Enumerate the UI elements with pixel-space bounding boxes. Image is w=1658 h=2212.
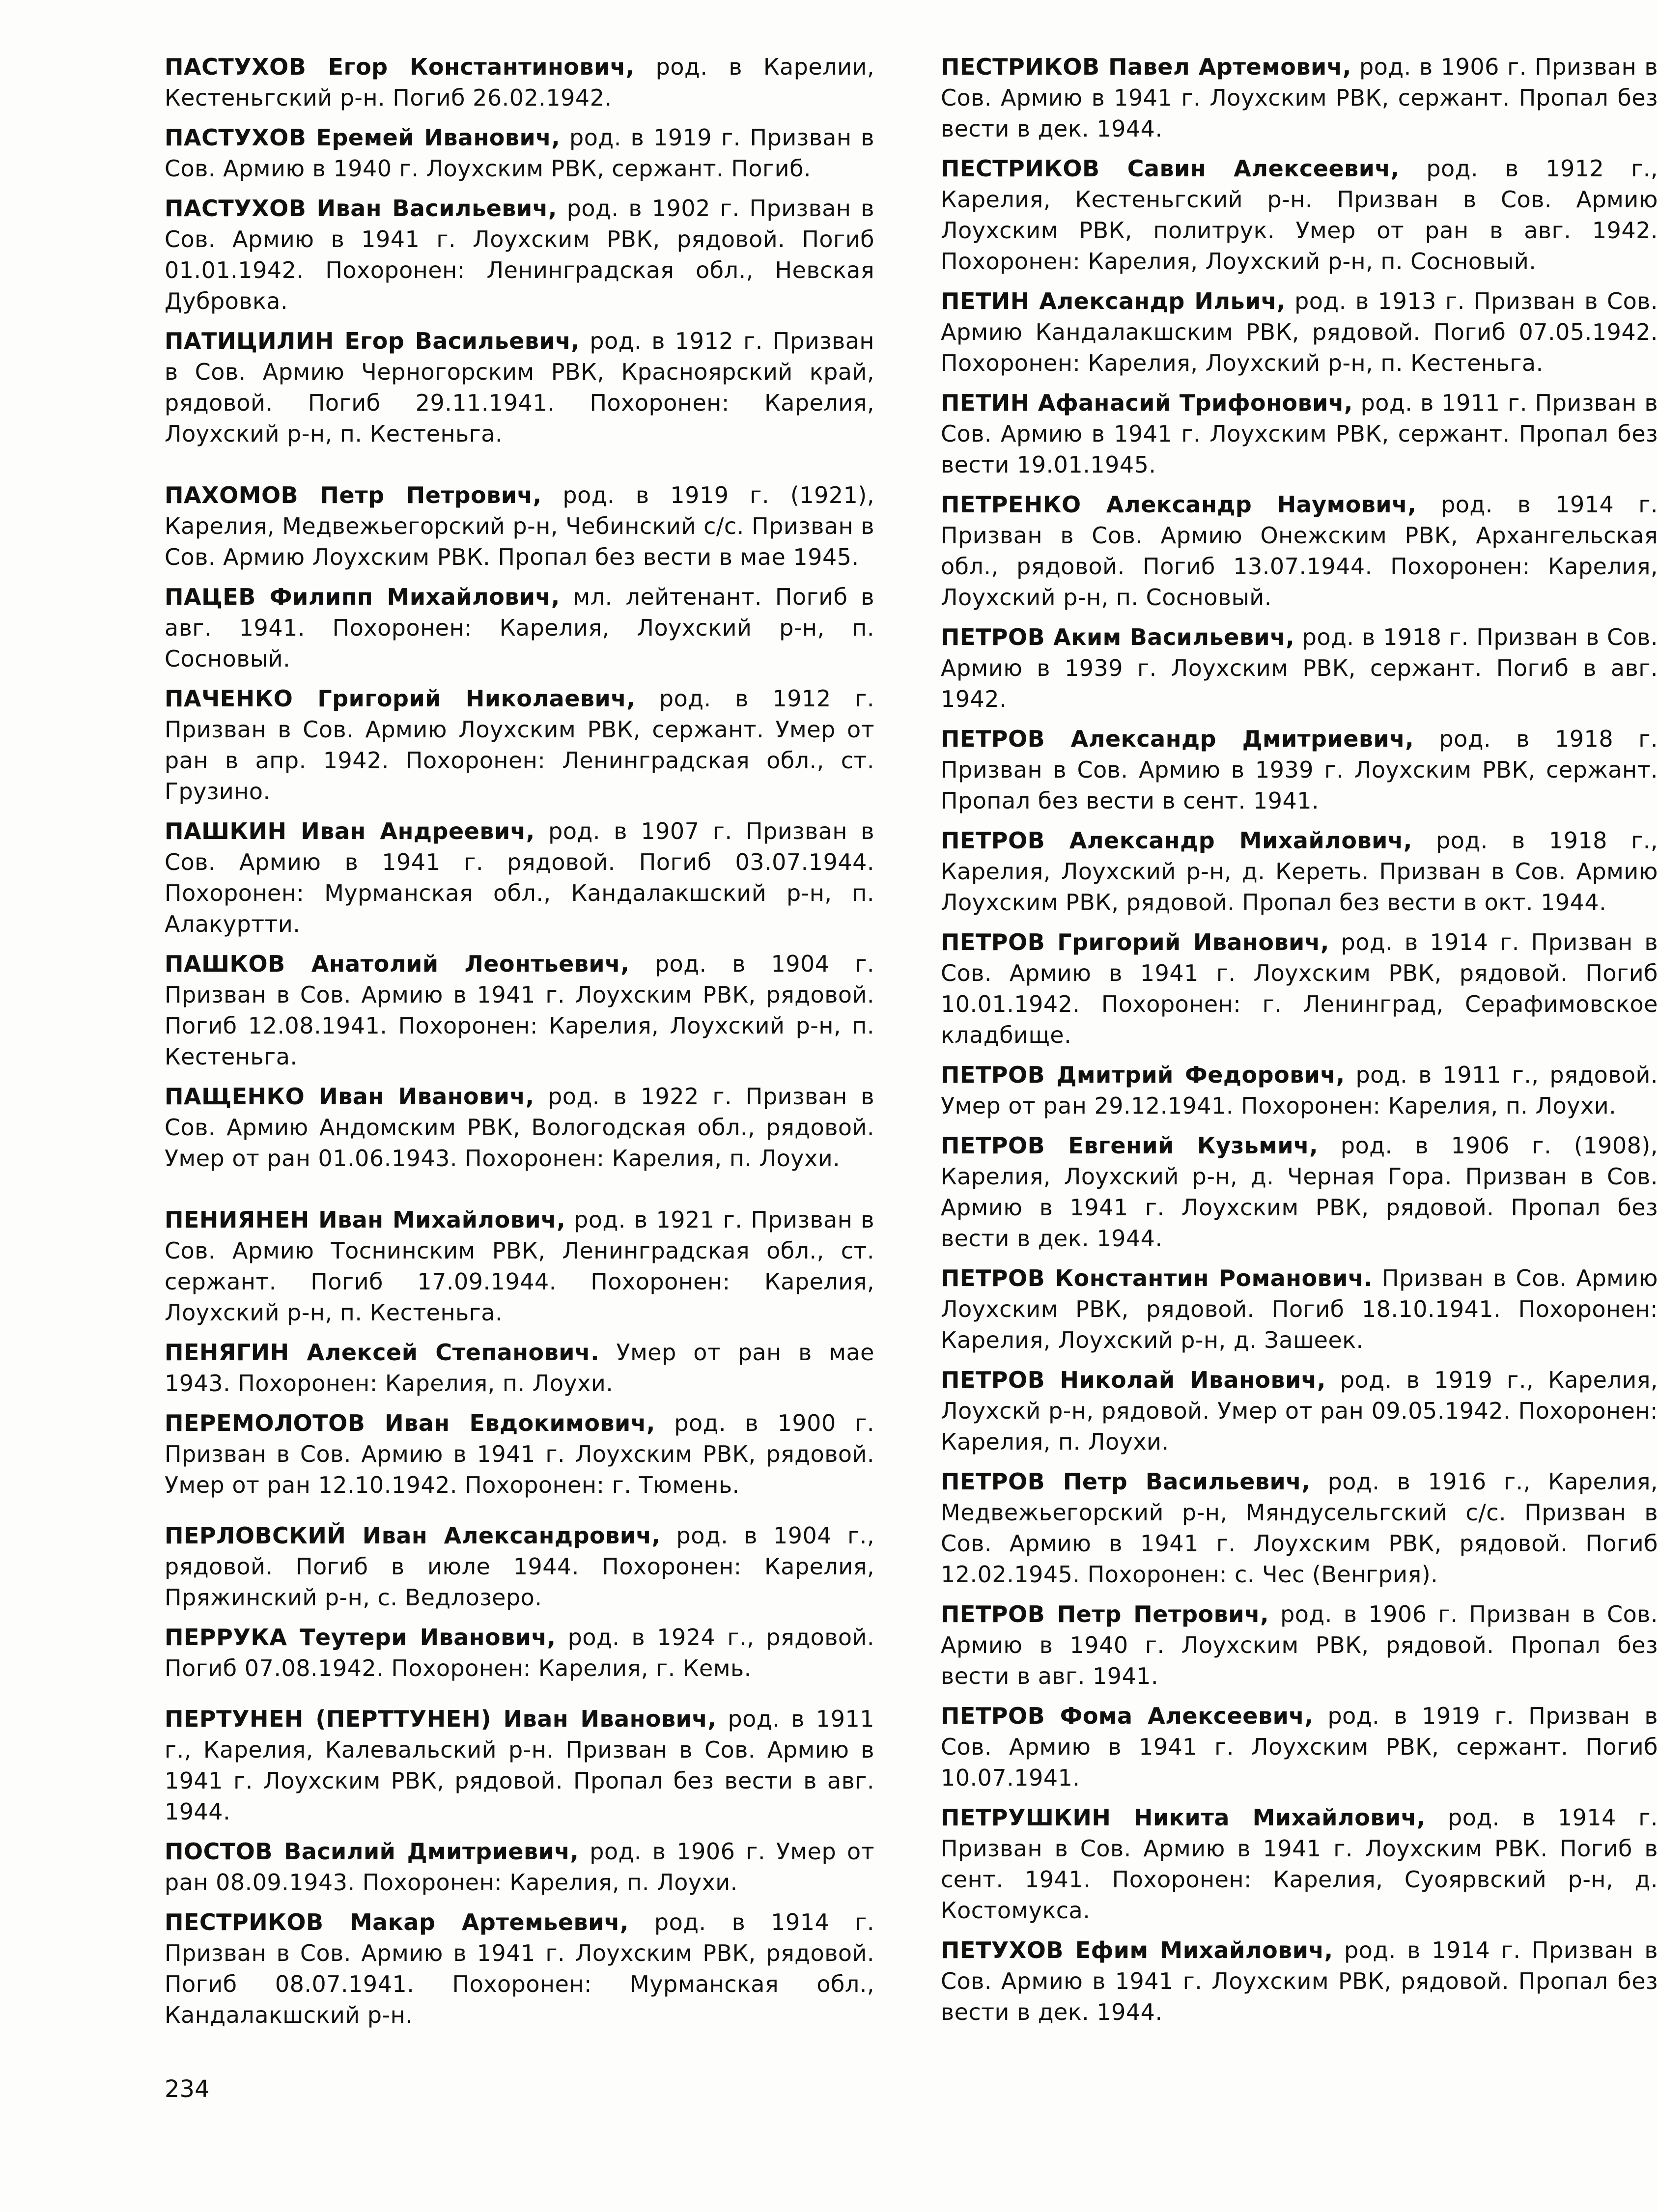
- left-column: [165, 52, 874, 2031]
- page-number: 234: [165, 2075, 210, 2103]
- record-details: род. в 1911 г., Карелия, Калевальский р-н. Призван в Сов. Армию в 1941 г. Лоухским РВК, рядовой. Пропал без вести в авг. 1944.: [165, 1706, 874, 1825]
- record-details: род. в 1914 г. Призван в Сов. Армию в 1941 г. Лоухским РВК, рядовой. Погиб 08.07.1941. Похоронен: Мурманская обл., Кандалакшский р-н.: [165, 1909, 874, 2028]
- record-name: ПЕРРУКА Теутери Иванович,: [165, 1624, 556, 1651]
- record-name: ПЕТРОВ Аким Васильевич,: [941, 624, 1295, 650]
- record-entry: [941, 286, 1658, 379]
- record-details: род. в 1914 г. Призван в Сов. Армию Онежским РВК, Архангельская обл., рядовой. Погиб 13.07.1944. Похоронен: Карелия, Лоухский р-н, п. Сосновый.: [941, 491, 1658, 611]
- record-details: Умер от ран в мае 1943. Похоронен: Карелия, п. Лоухи.: [165, 1339, 874, 1397]
- record-details: род. в 1922 г. Призван в Сов. Армию Андомским РВК, Вологодская обл., рядовой. Умер от ран 01.06.1943. Похоронен: Карелия, п. Лоухи.: [165, 1083, 874, 1172]
- record-details: мл. лейтенант. Погиб в авг. 1941. Похоронен: Карелия, Лоухский р-н, п. Сосновый.: [165, 584, 874, 672]
- record-entry: [941, 622, 1658, 715]
- record-entry: [165, 480, 874, 573]
- record-entry: [941, 825, 1658, 918]
- record-details: род. в 1916 г., Карелия, Медвежьегорский р-н, Мяндусельгский с/с. Призван в Сов. Армию в 1941 г. Лоухским РВК, рядовой. Погиб 12.02.1945. Похоронен: с. Чес (Венгрия).: [941, 1468, 1658, 1588]
- record-name: ПАСТУХОВ Еремей Иванович,: [165, 124, 561, 151]
- record-details: род. в 1904 г., рядовой. Погиб в июле 1944. Похоронен: Карелия, Пряжинский р-н, с. Ведлозеро.: [165, 1522, 874, 1611]
- record-entry: [941, 388, 1658, 480]
- record-entry: [165, 1704, 874, 1827]
- record-details: род. в 1919 г., Карелия, Лоухскй р-н, рядовой. Умер от ран 09.05.1942. Похоронен: Карелия, п. Лоухи.: [941, 1367, 1658, 1455]
- record-name: ПЕТРОВ Фома Алексеевич,: [941, 1703, 1314, 1729]
- record-entry: [941, 1599, 1658, 1692]
- record-entry: [165, 326, 874, 449]
- record-entry: [165, 1622, 874, 1684]
- record-details: род. в 1912 г., Карелия, Кестеньгский р-н. Призван в Сов. Армию Лоухским РВК, политрук. Умер от ран в авг. 1942. Похоронен: Карелия, Лоухский р-н, п. Сосновый.: [941, 155, 1658, 275]
- record-name: ПАЩЕНКО Иван Иванович,: [165, 1083, 534, 1110]
- record-name: ПЕТРОВ Александр Михайлович,: [941, 827, 1412, 854]
- record-name: ПАСТУХОВ Егор Константинович,: [165, 54, 635, 80]
- right-column: [941, 52, 1658, 2028]
- record-details: род. в 1914 г. Призван в Сов. Армию в 1941 г. Лоухским РВК. Погиб в сент. 1941. Похоронен: Карелия, Суоярвский р-н, д. Костомукса.: [941, 1804, 1658, 1924]
- record-entry: [941, 1130, 1658, 1254]
- record-details: род. в 1918 г. Призван в Сов. Армию в 1939 г. Лоухским РВК, сержант. Пропал без вести в сент. 1941.: [941, 726, 1658, 814]
- record-entry: [941, 1935, 1658, 2028]
- record-entry: [165, 1907, 874, 2031]
- record-entry: [165, 52, 874, 113]
- record-details: род. в 1911 г., рядовой. Умер от ран 29.12.1941. Похоронен: Карелия, п. Лоухи.: [941, 1062, 1658, 1119]
- record-details: род. в 1902 г. Призван в Сов. Армию в 1941 г. Лоухским РВК, рядовой. Погиб 01.01.1942. Похоронен: Ленинградская обл., Невская Дубровка.: [165, 195, 874, 314]
- record-entry: [941, 1466, 1658, 1590]
- record-details: род. в 1906 г. Умер от ран 08.09.1943. Похоронен: Карелия, п. Лоухи.: [165, 1838, 874, 1896]
- record-entry: [165, 193, 874, 317]
- record-name: ПЕТРОВ Григорий Иванович,: [941, 929, 1329, 955]
- record-entry: [941, 52, 1658, 144]
- record-name: ПЕСТРИКОВ Павел Артемович,: [941, 54, 1351, 80]
- record-name: ПАЦЕВ Филипп Михайлович,: [165, 584, 560, 610]
- record-entry: [165, 1337, 874, 1399]
- record-name: ПЕТРОВ Евгений Кузьмич,: [941, 1132, 1319, 1159]
- record-details: род. в 1907 г. Призван в Сов. Армию в 1941 г. рядовой. Погиб 03.07.1944. Похоронен: Мурманская обл., Кандалакшский р-н, п. Алакуртти.: [165, 818, 874, 937]
- record-details: род. в 1904 г. Призван в Сов. Армию в 1941 г. Лоухским РВК, рядовой. Погиб 12.08.1941. Похоронен: Карелия, Лоухский р-н, п. Кестеньга.: [165, 951, 874, 1070]
- record-entry: [165, 1408, 874, 1501]
- record-name: ПЕТИН Афанасий Трифонович,: [941, 390, 1353, 416]
- record-details: род. в 1914 г. Призван в Сов. Армию в 1941 г. Лоухским РВК, рядовой. Пропал без вести в дек. 1944.: [941, 1937, 1658, 2025]
- record-entry: [165, 122, 874, 184]
- record-details: род. в 1924 г., рядовой. Погиб 07.08.1942. Похоронен: Карелия, г. Кемь.: [165, 1624, 875, 1681]
- record-entry: [165, 1836, 874, 1898]
- record-entry: [941, 489, 1658, 613]
- record-name: ПАЧЕНКО Григорий Николаевич,: [165, 685, 636, 712]
- record-entry: [165, 1204, 874, 1328]
- record-entry: [941, 724, 1658, 816]
- record-name: ПАСТУХОВ Иван Васильевич,: [165, 195, 557, 222]
- record-name: ПЕРТУНЕН (ПЕРТТУНЕН) Иван Иванович,: [165, 1706, 717, 1732]
- record-details: род. в 1906 г. Призван в Сов. Армию в 1941 г. Лоухским РВК, сержант. Пропал без вести в дек. 1944.: [941, 54, 1658, 142]
- record-entry: [165, 1520, 874, 1613]
- record-name: ПОСТОВ Василий Дмитриевич,: [165, 1838, 579, 1865]
- record-name: ПЕТРОВ Николай Иванович,: [941, 1367, 1326, 1393]
- record-name: ПЕТРОВ Константин Романович.: [941, 1265, 1373, 1291]
- record-details: род. в 1906 г. (1908), Карелия, Лоухский р-н, д. Черная Гора. Призван в Сов. Армию в 1941 г. Лоухским РВК, рядовой. Пропал без вести в дек. 1944.: [941, 1132, 1658, 1252]
- record-entry: [941, 153, 1658, 277]
- record-entry: [941, 1263, 1658, 1356]
- record-details: род. в 1913 г. Призван в Сов. Армию Кандалакшским РВК, рядовой. Погиб 07.05.1942. Похоронен: Карелия, Лоухский р-н, п. Кестеньга.: [941, 288, 1658, 376]
- record-details: род. в 1919 г. (1921), Карелия, Медвежьегорский р-н, Чебинский с/с. Призван в Сов. Армию Лоухским РВК. Пропал без вести в мае 1945.: [165, 482, 874, 570]
- record-name: ПЕНЯГИН Алексей Степанович.: [165, 1339, 600, 1366]
- record-name: ПАШКИН Иван Андреевич,: [165, 818, 535, 844]
- record-details: род. в 1921 г. Призван в Сов. Армию Тоснинским РВК, Ленинградская обл., ст. сержант. Погиб 17.09.1944. Похоронен: Карелия, Лоухский р-н, п. Кестеньга.: [165, 1206, 874, 1326]
- record-entry: [165, 582, 874, 674]
- record-name: ПЕТРЕНКО Александр Наумович,: [941, 491, 1417, 518]
- record-entry: [941, 1060, 1658, 1121]
- record-details: род. в 1914 г. Призван в Сов. Армию в 1941 г. Лоухским РВК, рядовой. Погиб 10.01.1942. Похоронен: г. Ленинград, Серафимовское кладбище.: [941, 929, 1658, 1048]
- record-entry: [165, 949, 874, 1072]
- record-details: род. в 1911 г. Призван в Сов. Армию в 1941 г. Лоухским РВК, сержант. Пропал без вести 19.01.1945.: [941, 390, 1658, 478]
- record-details: Призван в Сов. Армию Лоухским РВК, рядовой. Погиб 18.10.1941. Похоронен: Карелия, Лоухский р-н, д. Зашеек.: [941, 1265, 1658, 1353]
- record-entry: [941, 1701, 1658, 1793]
- record-details: род. в 1919 г. Призван в Сов. Армию в 1940 г. Лоухским РВК, сержант. Погиб.: [165, 124, 874, 182]
- record-entry: [941, 927, 1658, 1051]
- record-details: род. в 1912 г. Призван в Сов. Армию Лоухским РВК, сержант. Умер от ран в апр. 1942. Похоронен: Ленинградская обл., ст. Грузино.: [165, 685, 874, 805]
- record-entry: [165, 816, 874, 940]
- record-name: ПЕТРОВ Дмитрий Федорович,: [941, 1062, 1345, 1088]
- record-name: ПЕСТРИКОВ Макар Артемьевич,: [165, 1909, 629, 1935]
- record-name: ПЕНИЯНЕН Иван Михайлович,: [165, 1206, 566, 1233]
- record-entry: [941, 1365, 1658, 1457]
- record-details: род. в 1912 г. Призван в Сов. Армию Черногорским РВК, Красноярский край, рядовой. Погиб 29.11.1941. Похоронен: Карелия, Лоухский р-н, п. Кестеньга.: [165, 328, 874, 447]
- record-name: ПЕТИН Александр Ильич,: [941, 288, 1286, 314]
- record-details: род. в 1918 г. Призван в Сов. Армию в 1939 г. Лоухским РВК, сержант. Погиб в авг. 1942.: [941, 624, 1658, 712]
- record-details: род. в 1918 г., Карелия, Лоухский р-н, д. Кереть. Призван в Сов. Армию Лоухским РВК, рядовой. Пропал без вести в окт. 1944.: [941, 827, 1658, 916]
- record-name: ПАХОМОВ Петр Петрович,: [165, 482, 542, 508]
- record-details: род. в 1919 г. Призван в Сов. Армию в 1941 г. Лоухским РВК, сержант. Погиб 10.07.1941.: [941, 1703, 1658, 1791]
- record-name: ПЕРЛОВСКИЙ Иван Александрович,: [165, 1522, 661, 1549]
- record-entry: [165, 683, 874, 807]
- record-name: ПЕТРОВ Александр Дмитриевич,: [941, 726, 1414, 752]
- record-name: ПАТИЦИЛИН Егор Васильевич,: [165, 328, 580, 354]
- record-name: ПЕТРОВ Петр Васильевич,: [941, 1468, 1311, 1495]
- record-entry: [941, 1802, 1658, 1926]
- record-details: род. в 1906 г. Призван в Сов. Армию в 1940 г. Лоухским РВК, рядовой. Пропал без вести в авг. 1941.: [941, 1601, 1658, 1689]
- record-name: ПЕСТРИКОВ Савин Алексеевич,: [941, 155, 1400, 182]
- record-name: ПЕТРУШКИН Никита Михайлович,: [941, 1804, 1426, 1831]
- record-details: род. в Карелии, Кестеньгский р-н. Погиб 26.02.1942.: [165, 54, 874, 111]
- record-name: ПАШКОВ Анатолий Леонтьевич,: [165, 951, 630, 977]
- record-details: род. в 1900 г. Призван в Сов. Армию в 1941 г. Лоухским РВК, рядовой. Умер от ран 12.10.1942. Похоронен: г. Тюмень.: [165, 1410, 874, 1498]
- record-entry: [165, 1081, 874, 1174]
- record-name: ПЕРЕМОЛОТОВ Иван Евдокимович,: [165, 1410, 655, 1436]
- record-name: ПЕТРОВ Петр Петрович,: [941, 1601, 1269, 1627]
- record-name: ПЕТУХОВ Ефим Михайлович,: [941, 1937, 1333, 1963]
